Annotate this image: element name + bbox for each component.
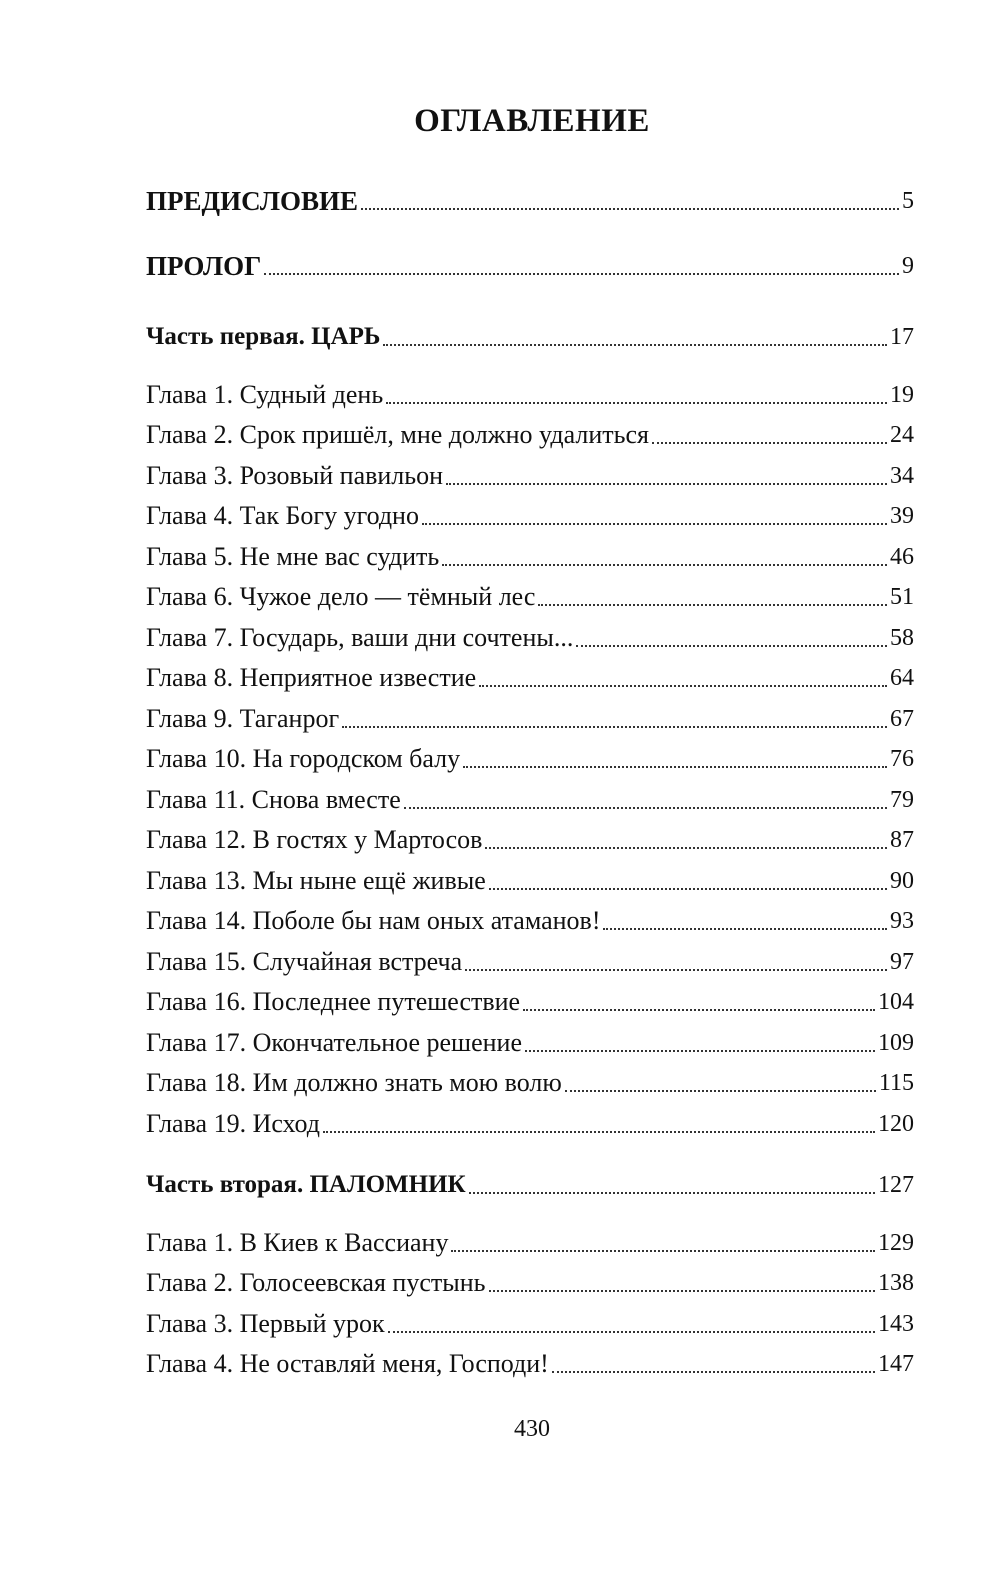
toc-chapter-entry — [146, 1103, 914, 1139]
toc-entry-page: 127 — [878, 1172, 914, 1198]
toc-entry-label: Глава 13. Мы ныне ещё живые — [146, 866, 486, 895]
toc-entry-label: Глава 2. Голосеевская пустынь — [146, 1268, 486, 1297]
toc-entry-page: 87 — [890, 827, 914, 853]
dot-leader — [465, 969, 887, 971]
toc-entry-label: Глава 12. В гостях у Мартосов — [146, 825, 483, 854]
toc-chapter-entry — [146, 1222, 914, 1258]
toc-entry-page: 79 — [890, 787, 914, 813]
toc-entry-page: 67 — [890, 706, 914, 732]
toc-entry-page: 5 — [902, 188, 914, 214]
toc-chapter-entry — [146, 536, 914, 572]
toc-entry-label: Глава 14. Поболе бы нам оных атаманов! — [146, 906, 601, 935]
dot-leader — [523, 1009, 875, 1011]
dot-leader — [489, 888, 887, 890]
toc-chapter-entry — [146, 819, 914, 855]
toc-entry-label: Глава 6. Чужое дело — тёмный лес — [146, 582, 536, 611]
dot-leader — [538, 604, 887, 606]
toc-chapter-entry — [146, 414, 914, 450]
toc-entry-page: 17 — [890, 324, 914, 350]
toc-entry-page: 64 — [890, 665, 914, 691]
toc-entry-page: 24 — [890, 422, 914, 448]
dot-leader — [404, 807, 887, 809]
toc-chapter-entry — [146, 495, 914, 531]
toc-chapter-entry — [146, 657, 914, 693]
toc-entry-page: 97 — [890, 949, 914, 975]
toc-entry-page: 93 — [890, 908, 914, 934]
toc-entry-page: 115 — [878, 1070, 914, 1096]
dot-leader — [451, 1250, 875, 1252]
toc-entry-page: 129 — [878, 1230, 914, 1256]
toc-entry-page: 143 — [878, 1311, 914, 1337]
toc-entry-page: 147 — [878, 1351, 914, 1377]
toc-entry-page: 109 — [878, 1030, 914, 1056]
dot-leader — [446, 483, 887, 485]
toc-chapter-entry — [146, 576, 914, 612]
toc-entry-label: Глава 17. Окончательное решение — [146, 1028, 522, 1057]
toc-entry-label: Глава 19. Исход — [146, 1109, 321, 1138]
toc-chapter-entry — [146, 1343, 914, 1379]
dot-leader — [652, 442, 887, 444]
toc-entry-label: Глава 2. Срок пришёл, мне должно удалиться — [146, 420, 650, 449]
toc-part-heading — [146, 316, 914, 352]
toc-entry-page: 39 — [890, 503, 914, 529]
dot-leader — [323, 1131, 875, 1133]
toc-entry-label: Глава 1. В Киев к Вассиану — [146, 1228, 449, 1257]
toc-chapter-entry — [146, 455, 914, 491]
toc-entry-page: 58 — [890, 625, 914, 651]
toc-chapter-entry — [146, 738, 914, 774]
page-title: ОГЛАВЛЕНИЕ — [414, 103, 650, 139]
toc-entry-label: Глава 5. Не мне вас судить — [146, 542, 440, 571]
toc-entry-page: 19 — [890, 382, 914, 408]
dot-leader — [603, 928, 887, 930]
toc-chapter-entry — [146, 698, 914, 734]
toc-entry-label: Глава 11. Снова вместе — [146, 785, 401, 814]
toc-chapter-entry — [146, 779, 914, 815]
dot-leader — [565, 1090, 876, 1092]
toc-entry-preface — [146, 180, 914, 216]
toc-chapter-entry — [146, 1303, 914, 1339]
toc-chapter-entry — [146, 981, 914, 1017]
toc-entry-label: Глава 18. Им должно знать мою волю — [146, 1068, 562, 1097]
dot-leader — [576, 645, 887, 647]
dot-leader — [479, 685, 887, 687]
toc-chapter-entry — [146, 374, 914, 410]
toc-chapter-entry — [146, 1262, 914, 1298]
toc-entry-prologue — [146, 245, 914, 281]
dot-leader — [442, 564, 887, 566]
toc-entry-page: 104 — [878, 989, 914, 1015]
dot-leader — [463, 766, 887, 768]
dot-leader — [422, 523, 887, 525]
dot-leader — [386, 402, 887, 404]
toc-chapter-entry — [146, 900, 914, 936]
toc-entry-label: ПРОЛОГ — [146, 251, 262, 281]
toc-chapter-entry — [146, 1062, 914, 1098]
dot-leader — [489, 1290, 876, 1292]
toc-entry-page: 46 — [890, 544, 914, 570]
dot-leader — [388, 1331, 875, 1333]
toc-entry-label: Глава 7. Государь, ваши дни сочтены... — [146, 623, 574, 652]
toc-entry-label: Глава 16. Последнее путешествие — [146, 987, 521, 1016]
toc-entry-label: Глава 4. Не оставляй меня, Господи! — [146, 1349, 549, 1378]
toc-chapter-entry — [146, 860, 914, 896]
toc-part-label: Часть вторая. ПАЛОМНИК — [146, 1171, 466, 1198]
toc-chapter-entry — [146, 1022, 914, 1058]
dot-leader — [525, 1050, 875, 1052]
toc-entry-page: 51 — [890, 584, 914, 610]
dot-leader — [469, 1192, 875, 1194]
dot-leader — [361, 208, 899, 210]
dot-leader — [485, 847, 887, 849]
toc-entry-label: Глава 3. Первый урок — [146, 1309, 385, 1338]
toc-entry-label: Глава 3. Розовый павильон — [146, 461, 444, 490]
dot-leader — [552, 1371, 875, 1373]
toc-entry-page: 76 — [890, 746, 914, 772]
toc-entry-label: Глава 9. Таганрог — [146, 704, 340, 733]
toc-part-label: Часть первая. ЦАРЬ — [146, 323, 381, 350]
toc-entry-label: Глава 10. На городском балу — [146, 744, 461, 773]
toc-chapter-entry — [146, 617, 914, 653]
toc-entry-label: Глава 4. Так Богу угодно — [146, 501, 419, 530]
dot-leader — [383, 344, 887, 346]
toc-entry-label: Глава 1. Судный день — [146, 380, 384, 409]
toc-entry-page: 9 — [902, 253, 914, 279]
toc-entry-page: 90 — [890, 868, 914, 894]
toc-entry-page: 120 — [878, 1111, 914, 1137]
toc-entry-label: Глава 15. Случайная встреча — [146, 947, 463, 976]
toc-entry-page: 34 — [890, 463, 914, 489]
dot-leader — [264, 273, 899, 275]
toc-entry-label: ПРЕДИСЛОВИЕ — [146, 186, 359, 216]
toc-chapter-entry — [146, 941, 914, 977]
page-number: 430 — [514, 1416, 550, 1442]
dot-leader — [342, 726, 887, 728]
toc-entry-page: 138 — [878, 1270, 914, 1296]
toc-entry-label: Глава 8. Неприятное известие — [146, 663, 477, 692]
toc-part-heading — [146, 1164, 914, 1200]
